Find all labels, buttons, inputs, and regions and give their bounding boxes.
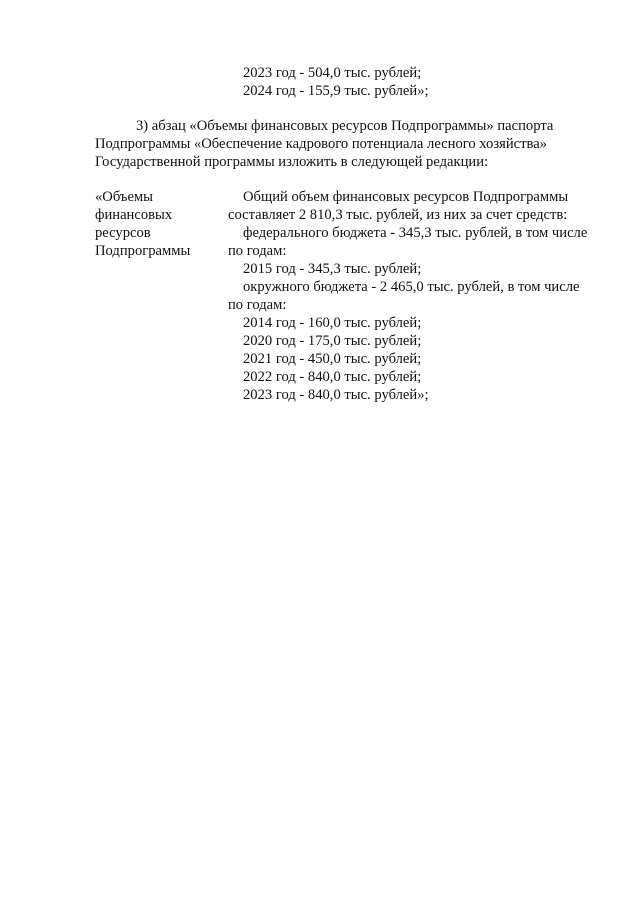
total-line-1: Общий объем финансовых ресурсов Подпрограммы xyxy=(243,189,569,205)
paragraph-3-line-3: Государственной программы изложить в следующей редакции: xyxy=(95,154,489,170)
left-cell-line: «Объемы xyxy=(95,189,153,205)
district-year-2021: 2021 год - 450,0 тыс. рублей; xyxy=(243,351,422,367)
left-cell-line: Подпрограммы xyxy=(95,243,191,259)
total-line-2: составляет 2 810,3 тыс. рублей, из них за счет средств: xyxy=(228,207,568,223)
district-year-2020: 2020 год - 175,0 тыс. рублей; xyxy=(243,333,422,349)
year-line-2023-top: 2023 год - 504,0 тыс. рублей; xyxy=(243,65,422,81)
paragraph-3-line-1: 3) абзац «Объемы финансовых ресурсов Подпрограммы» паспорта xyxy=(136,118,554,134)
federal-line-1: федерального бюджета - 345,3 тыс. рублей, в том числе xyxy=(243,225,588,241)
left-cell-line: ресурсов xyxy=(95,225,151,241)
federal-line-2: по годам: xyxy=(228,243,287,259)
district-line-2: по годам: xyxy=(228,297,287,313)
district-year-2014: 2014 год - 160,0 тыс. рублей; xyxy=(243,315,422,331)
district-year-2023: 2023 год - 840,0 тыс. рублей»; xyxy=(243,387,429,403)
district-line-1: окружного бюджета - 2 465,0 тыс. рублей, в том числе xyxy=(243,279,580,295)
paragraph-3-line-2: Подпрограммы «Обеспечение кадрового потенциала лесного хозяйства» xyxy=(95,136,547,152)
table-left-cell xyxy=(95,188,215,260)
district-year-2022: 2022 год - 840,0 тыс. рублей; xyxy=(243,369,422,385)
year-line-2024-top: 2024 год - 155,9 тыс. рублей»; xyxy=(243,83,429,99)
left-cell-line: финансовых xyxy=(95,207,173,223)
federal-year-2015: 2015 год - 345,3 тыс. рублей; xyxy=(243,261,422,277)
